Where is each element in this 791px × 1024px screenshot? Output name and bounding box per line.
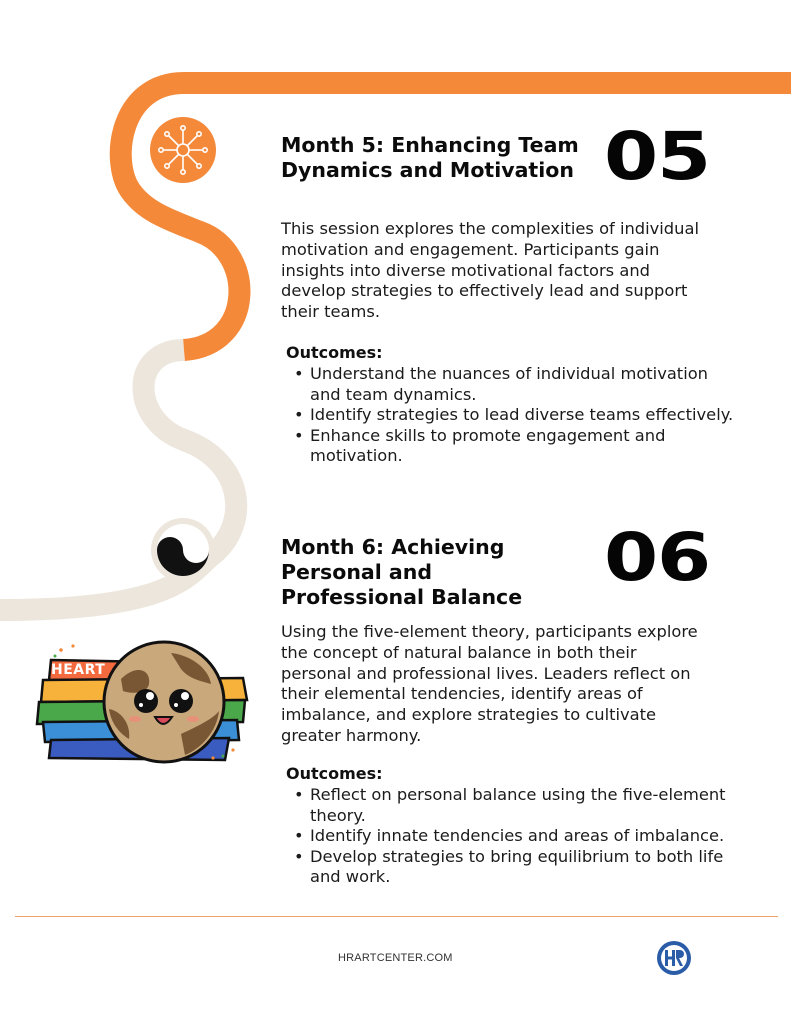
- section-description-month-5: This session explores the complexities of individual motivation and engagement. Participants gain insights into diverse motivational factors and develop strategies to effectively lead and support their teams.: [281, 219, 699, 322]
- section-title-month-6: Month 6: Achieving Personal and Professional Balance: [281, 535, 523, 609]
- section-title-month-5: Month 5: Enhancing Team Dynamics and Motivation: [281, 133, 579, 182]
- outcomes-heading-month-5: Outcomes:: [286, 343, 383, 362]
- outcome-item: • Develop strategies to bring equilibrium to both life and work.: [310, 847, 740, 888]
- planet-mascot-icon: [101, 639, 227, 765]
- section-number-05: 05: [604, 118, 711, 195]
- outcomes-list-month-5: [288, 364, 740, 467]
- section-description-month-6: Using the five-element theory, participants explore the concept of natural balance in both their personal and professional lives. Leaders reflect on their elemental tendencies, identify areas of imbalance, and explore strategies to cultivate greater harmony.: [281, 622, 698, 745]
- footer-divider: [15, 916, 778, 917]
- hr-logo-icon: [656, 940, 692, 976]
- outcome-item: • Identify strategies to lead diverse teams effectively.: [310, 405, 740, 426]
- section-number-06: 06: [604, 519, 711, 596]
- outcome-item: • Reflect on personal balance using the five-element theory.: [310, 785, 740, 826]
- footer-website-link[interactable]: HRARTCENTER.COM: [338, 952, 453, 964]
- outcome-item: • Enhance skills to promote engagement and motivation.: [310, 426, 740, 467]
- sign-text: HEART: [51, 662, 106, 678]
- outcome-item: • Identify innate tendencies and areas of imbalance.: [310, 826, 740, 847]
- network-hub-icon: [150, 117, 216, 183]
- outcomes-heading-month-6: Outcomes:: [286, 764, 383, 783]
- outcomes-list-month-6: [288, 785, 740, 888]
- yin-yang-icon: [150, 517, 216, 583]
- outcome-item: • Understand the nuances of individual motivation and team dynamics.: [310, 364, 740, 405]
